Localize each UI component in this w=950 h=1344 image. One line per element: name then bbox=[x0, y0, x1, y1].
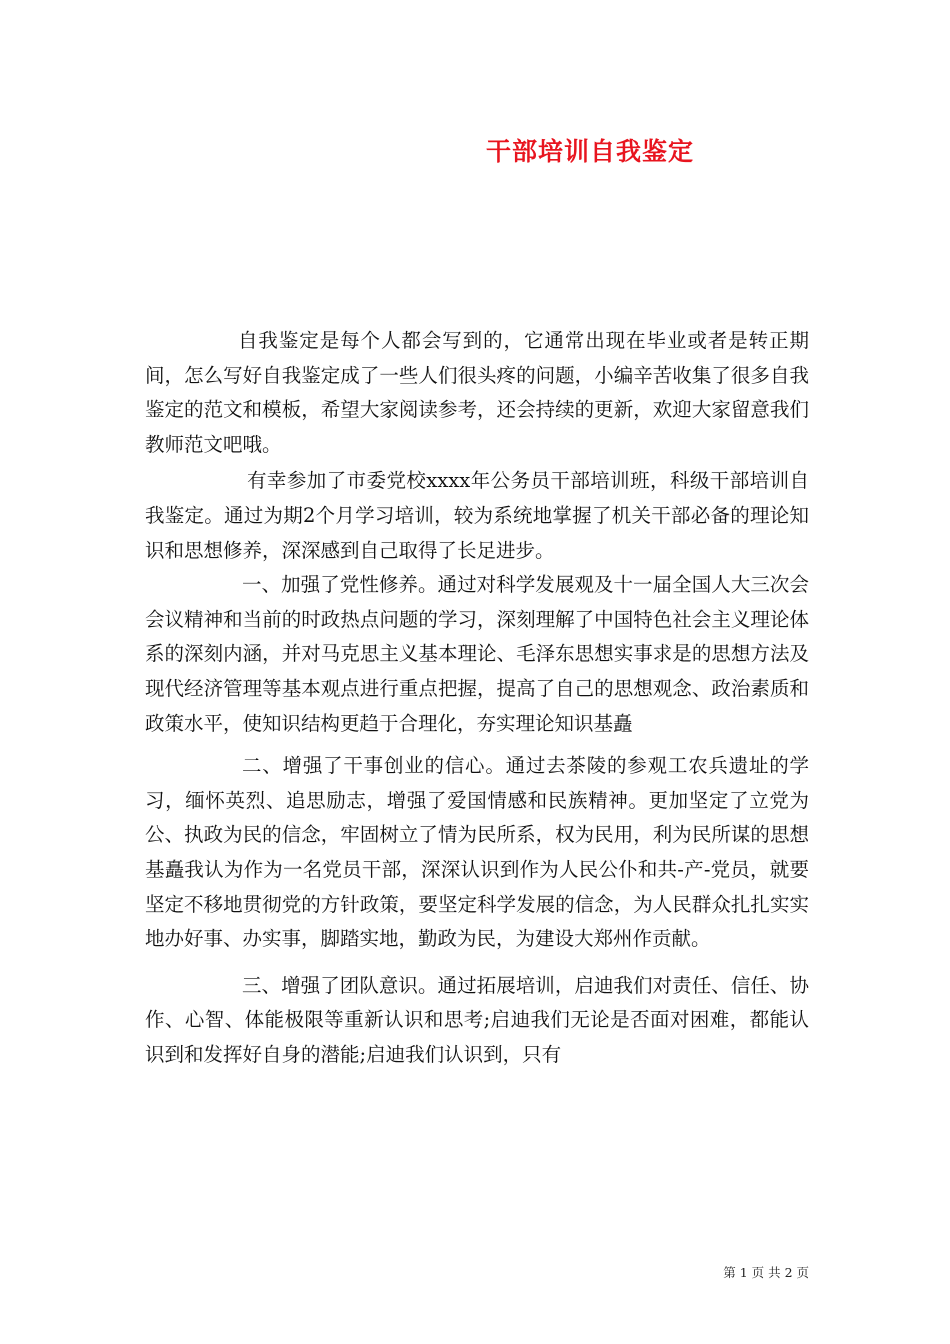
document-title: 干部培训自我鉴定 bbox=[485, 137, 694, 166]
paragraph-intro: 自我鉴定是每个人都会写到的，它通常出现在毕业或者是转正期间，怎么写好自我鉴定成了一些人们很头疼的问题，小编辛苦收集了很多自我鉴定的范文和模板，希望大家阅读参考，还会持续的更新，欢迎大家留意我们教师范文吧哦。 bbox=[145, 329, 809, 456]
paragraph-point-three: 三、增强了团队意识。通过拓展培训，启迪我们对责任、信任、协作、心智、体能极限等重新认识和思考;启迪我们无论是否面对困难，都能认识到和发挥好自身的潜能;启迪我们认识到，只有 bbox=[145, 973, 809, 1066]
page-number-footer: 第 1 页 共 2 页 bbox=[723, 1265, 809, 1280]
paragraph-point-one: 一、加强了党性修养。通过对科学发展观及十一届全国人大三次会会议精神和当前的时政热点问题的学习，深刻理解了中国特色社会主义理论体系的深刻内涵，并对马克思主义基本理论、毛泽东思想实事求是的思想方法及现代经济管理等基本观点进行重点把握，提高了自己的思想观念、政治素质和政策水平，使知识结构更趋于合理化，夯实理论知识基矗 bbox=[145, 573, 809, 735]
document-body bbox=[145, 324, 809, 1072]
paragraph-point-two: 二、增强了干事创业的信心。通过去茶陵的参观工农兵遗址的学习，缅怀英烈、追思励志，增强了爱国情感和民族精神。更加坚定了立党为公、执政为民的信念，牢固树立了情为民所系，权为民用，利为民所谋的思想基矗我认为作为一名党员干部，深深认识到作为人民公仆和共-产-党员，就要坚定不移地贯彻党的方针政策，要坚定科学发展的信念，为人民群众扎扎实实地办好事、办实事，脚踏实地，勤政为民，为建设大郑州作贡献。 bbox=[145, 754, 809, 951]
paragraph-training-summary: 有幸参加了市委党校xxxx年公务员干部培训班，科级干部培训自我鉴定。通过为期2个月学习培训，较为系统地掌握了机关干部必备的理论知识和思想修养，深深感到自己取得了长足进步。 bbox=[145, 469, 809, 562]
